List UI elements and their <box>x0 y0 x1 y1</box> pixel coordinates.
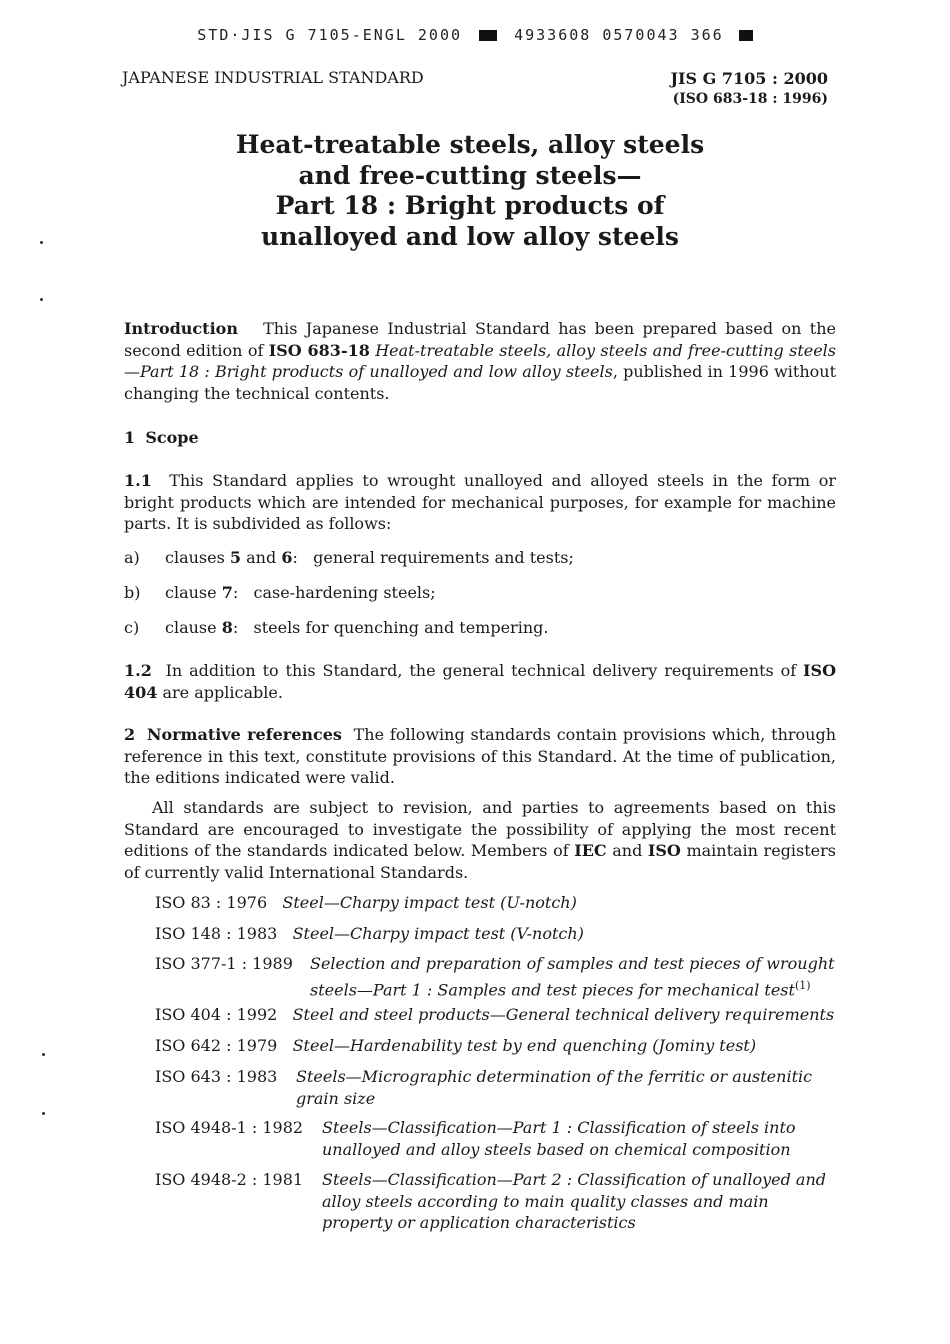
list-item-clause-and: and <box>241 548 282 567</box>
reference-item <box>155 1035 845 1057</box>
reference-title: Steels—Micrographic determination of the ferritic or austenitic grain size <box>296 1067 813 1108</box>
intro-iso-title: Heat-treatable steels, alloy steels and free-cutting steels—Part 18 : Bright products of unalloyed and low alloy steels <box>124 340 837 381</box>
stamp-block-icon <box>479 30 497 41</box>
clause-1-2-text: In addition to this Standard, the general technical delivery requirements of <box>165 661 804 680</box>
scan-dot <box>42 1053 45 1056</box>
normative-references-intro <box>124 724 836 789</box>
clause-1-1 <box>124 470 836 535</box>
section-heading-scope <box>124 427 836 449</box>
introduction-paragraph <box>124 318 836 404</box>
reference-title-block <box>322 1169 844 1234</box>
iso-reference: (ISO 683-18 : 1996) <box>672 91 828 107</box>
scan-dot <box>40 298 43 301</box>
list-item-colon: : <box>232 618 239 637</box>
revision-note-iso: ISO <box>647 841 681 860</box>
reference-code: ISO 148 : 1983 <box>155 924 278 943</box>
introduction-heading: Introduction <box>124 319 238 338</box>
normative-text: The following standards contain provisions which, through reference in this text, constitute provisions of this Standard. At the time of publication, the editions indicated were valid. <box>124 725 837 787</box>
clause-1-1-text: This Standard applies to wrought unalloyed and alloyed steels in the form or bright products which are intended for mechanical purposes, for example for machine parts. It is subdivided as follows: <box>124 471 836 533</box>
list-item-label: c) <box>124 618 140 637</box>
reference-title: Steel—Hardenability test by end quenching (Jominy test) <box>292 1036 757 1055</box>
normative-references-revision-note <box>124 797 836 883</box>
scope-heading: Scope <box>145 428 199 447</box>
list-item <box>124 617 836 639</box>
title-line-2: and free-cutting steels— <box>298 160 642 190</box>
reference-title: Steels—Classification—Part 1 : Classification of steels into unalloyed and alloy steels based on chemical composition <box>322 1118 796 1159</box>
list-item <box>124 582 836 604</box>
title-line-3: Part 18 : Bright products of <box>275 191 665 220</box>
reference-title-block <box>322 1117 844 1160</box>
normative-heading: Normative references <box>146 725 342 744</box>
list-item <box>124 547 836 569</box>
reference-title: Steels—Classification—Part 2 : Classification of unalloyed and alloy steels according to main quality classes and main property or application characteristics <box>322 1170 826 1232</box>
list-item-clause-number: 7 <box>221 583 233 602</box>
document-stamp <box>0 26 950 44</box>
reference-code: ISO 643 : 1983 <box>155 1067 278 1086</box>
clause-1-2-number: 1.2 <box>124 661 152 680</box>
list-item-text: steels for quenching and tempering. <box>253 618 549 637</box>
list-item-text: general requirements and tests; <box>313 548 574 567</box>
list-item-text: case-hardening steels; <box>253 583 436 602</box>
list-item-colon: : <box>232 583 239 602</box>
revision-note-iec: IEC <box>574 841 607 860</box>
standard-number: JIS G 7105 : 2000 <box>670 69 828 88</box>
reference-code: ISO 83 : 1976 <box>155 893 268 912</box>
reference-item <box>155 1004 845 1026</box>
title-line-4: unalloyed and low alloy steels <box>261 221 679 251</box>
list-item-clause-number: 5 <box>229 548 242 567</box>
list-item-clause-number: 8 <box>221 618 233 637</box>
reference-code: ISO 377-1 : 1989 <box>155 954 293 973</box>
reference-code: ISO 4948-2 : 1981 <box>155 1170 304 1189</box>
intro-text-1: This Japanese Industrial Standard has been prepared based on the second edition of <box>124 319 836 360</box>
intro-text-2: , published in 1996 without changing the technical contents. <box>124 362 837 403</box>
document-title <box>180 130 760 252</box>
reference-code: ISO 4948-1 : 1982 <box>155 1118 304 1137</box>
title-line-1: Heat-treatable steels, alloy steels <box>235 130 705 159</box>
reference-title: Steel—Charpy impact test (V-notch) <box>292 924 584 943</box>
stamp-end-block-icon <box>739 30 753 41</box>
reference-title-block <box>296 1066 844 1109</box>
list-item-clause-prefix: clause <box>165 583 222 602</box>
reference-code: ISO 642 : 1979 <box>155 1036 278 1055</box>
stamp-left: STD·JIS G 7105-ENGL 2000 <box>197 26 463 44</box>
reference-item <box>155 923 845 945</box>
revision-note-text: All standards are subject to revision, and parties to agreements based on this Standard are encouraged to investigate the possibility of applying the most recent editions of the standards indicated below. Members of <box>124 798 836 860</box>
reference-title: Steel and steel products—General technical delivery requirements <box>292 1005 835 1024</box>
revision-note-text-end: maintain registers of currently valid International Standards. <box>124 841 837 882</box>
list-item-colon: : <box>292 548 298 567</box>
clause-1-2-text-end: are applicable. <box>157 682 283 702</box>
clause-1-2-iso: ISO 404 <box>124 661 837 702</box>
revision-note-and: and <box>606 841 648 860</box>
header-organization: JAPANESE INDUSTRIAL STANDARD <box>122 68 424 87</box>
list-item-label: a) <box>124 548 140 567</box>
clause-1-2 <box>124 660 836 703</box>
list-item-clause-prefix: clause <box>165 618 222 637</box>
header-standard-id <box>670 68 828 110</box>
reference-title-block <box>310 953 844 1000</box>
list-item-clause-prefix: clauses <box>165 548 230 567</box>
list-item-label: b) <box>124 583 141 602</box>
reference-footnote: (1) <box>794 978 811 992</box>
clause-1-1-number: 1.1 <box>124 471 152 490</box>
reference-title: Selection and preparation of samples and test pieces of wrought steels—Part 1 : Samples and test pieces for mechanical test <box>310 954 835 999</box>
scan-dot <box>40 241 43 244</box>
scan-dot <box>42 1112 45 1115</box>
reference-code: ISO 404 : 1992 <box>155 1005 278 1024</box>
normative-number: 2 <box>124 725 136 744</box>
list-item-clause-number: 6 <box>281 548 293 567</box>
scope-number: 1 <box>124 428 136 447</box>
stamp-right: 4933608 0570043 366 <box>514 26 724 44</box>
intro-iso-ref: ISO 683-18 <box>268 340 370 360</box>
reference-item <box>155 892 845 914</box>
reference-title: Steel—Charpy impact test (U-notch) <box>282 893 577 912</box>
